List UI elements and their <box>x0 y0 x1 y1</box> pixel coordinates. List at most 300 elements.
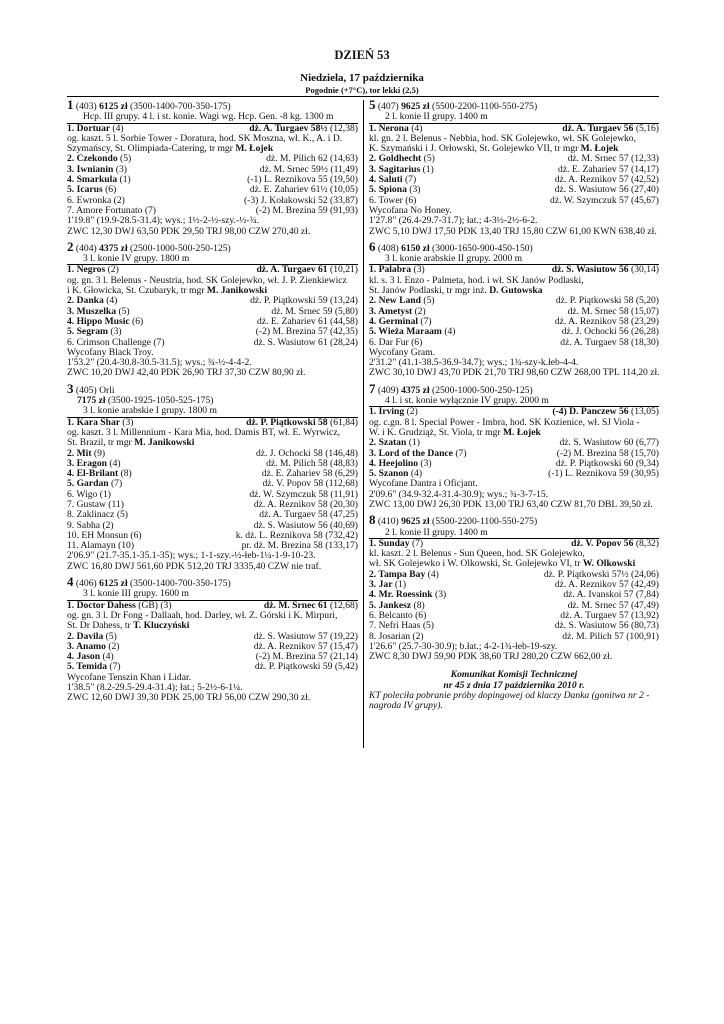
race-prize-split: (3500-1400-700-350-175) <box>130 101 231 112</box>
race-prize: 9625 zł <box>401 516 430 528</box>
horse-name: 3. Sagitarius <box>369 164 421 175</box>
race-prize-split: (5500-2200-1100-550-275) <box>432 516 538 528</box>
winner-odds: (13,05) <box>631 406 659 418</box>
race-conditions: 3 l. konie arabskie I grupy. 1800 m <box>67 406 358 417</box>
horse-draw: (7) <box>418 316 432 327</box>
horse-name: 7. Nefri Haas <box>369 621 421 632</box>
horse-draw: (7) <box>402 175 417 186</box>
race-number: 5 <box>369 97 376 112</box>
jockey-weight-odds: dż. M. Srnec 59 (5,80) <box>271 305 358 317</box>
jockey-weight-odds: (-1) L. Reznikova 55 (19,50) <box>247 174 358 186</box>
race-prize-split: (2500-1000-500-250-125) <box>432 384 533 396</box>
race-note: 2'31.2" (41.1-38.5-36.9-34.7); wys.; 1¾-szy-k.łeb-4-4. <box>369 357 579 369</box>
horse-draw: (6) <box>402 195 417 206</box>
jockey-weight-odds: dż. S. Wasiutow 56 (40,69) <box>253 519 358 531</box>
horse-name: 2. Szatan <box>369 438 407 449</box>
jockey-weight-odds: dż. E. Zahariev 58 (6,29) <box>261 468 358 480</box>
jockey-weight-odds: dż. A. Reznikov 58 (23,29) <box>554 315 659 327</box>
horse-name: 2. Czekondo <box>67 154 118 165</box>
race-prize-split: (2500-1000-500-250-125) <box>130 242 231 254</box>
winner-draw: (4) <box>112 123 124 134</box>
race-note: 1'27.8" (26.4-29.7-31.7); łat.; 4-3½-2½-6-2. <box>369 215 538 227</box>
winner-name: 1. Nerona <box>369 123 409 134</box>
horse-draw: (5) <box>116 306 130 317</box>
placed-row <box>369 327 659 337</box>
race-prize: 7175 zł <box>77 395 106 407</box>
winner-jockey: dż. A. Turgaev 58½ <box>249 122 328 134</box>
horse-draw: (11) <box>105 499 124 510</box>
winner-trainer: M. Janikowski <box>134 437 195 449</box>
winner-info <box>67 134 358 155</box>
race-block <box>67 238 358 379</box>
race-meta: (406) <box>75 578 97 590</box>
winner-info-line: kl. kaszt. 2 l. Belenus - Sun Queen, hod. SK Golejewko, <box>369 548 585 560</box>
komunikat-title-line: nr 45 z dnia 17 października 2010 r. <box>443 679 585 691</box>
horse-draw: (4) <box>100 652 114 663</box>
race-header <box>67 380 358 407</box>
race-prize: 4375 zł <box>401 384 430 396</box>
race-meta: (410) <box>377 516 399 528</box>
winner-draw: (GB) (3) <box>138 600 172 611</box>
race-note: Wycofane Dantra i Oficjant. <box>369 478 478 490</box>
jockey-weight-odds: dż. A. Turgaev 57 (13,92) <box>560 609 659 621</box>
jockey-weight-odds: dż. S. Wasiutow 61 (28,24) <box>253 336 358 348</box>
horse-name: 3. Jar <box>369 580 393 591</box>
horse-name: 2. New Land <box>369 296 421 307</box>
horse-name: 3. Lord of the Dance <box>369 448 453 459</box>
race-prize: 9625 zł <box>401 101 430 112</box>
horse-draw: (8) <box>118 469 132 480</box>
race-note: 2'06.9" (21.7-35.1-35.1-35); wys.; 1-1-szy.-½-łeb-1¼-1-9-10-23. <box>67 550 316 562</box>
placed-list <box>67 154 358 216</box>
race-number: 6 <box>369 238 376 254</box>
winner-draw: (4) <box>411 123 423 134</box>
jockey-weight-odds: dż. V. Popov 58 (112,68) <box>262 478 358 490</box>
race-note: ZWC 12,60 DWJ 39,30 PDK 25,00 TRJ 56,00 CZW 290,30 zł. <box>67 692 311 704</box>
jockey-weight-odds: k. dż. L. Reznikova 58 (732,42) <box>235 529 358 541</box>
winner-draw: (3) <box>413 265 425 276</box>
winner-info-line: i K. Głowicka, St. Czubaryk, tr mgr <box>67 285 207 297</box>
komunikat-text: KT poleciła pobranie próby dopingowej od klaczy Danka (gonitwa nr 2 - nagroda IV grupy). <box>369 690 650 712</box>
winner-odds: (5,16) <box>635 122 659 134</box>
jockey-weight-odds: dż. M. Pilich 62 (14,63) <box>266 153 358 165</box>
horse-name: 4. Mr. Roessink <box>369 590 433 601</box>
winner-info-line: og. kaszt. 5 l. Sorbie Tower - Doratura, hod. SK Moszna, wł. K., A. i D. <box>67 132 343 144</box>
jockey-weight-odds: dż. M. Srnec 57 (47,49) <box>567 599 659 611</box>
horse-draw: (1) <box>97 489 111 500</box>
jockey-weight-odds: dż. W. Szymczuk 57 (45,67) <box>550 194 659 206</box>
jockey-weight-odds: dż. A. Reznikov 57 (15,47) <box>253 640 358 652</box>
winner-name: 1. Sunday <box>369 538 410 549</box>
horse-name: 6. Tower <box>369 195 403 206</box>
jockey-weight-odds: dż. A. Turgaev 58 (18,30) <box>560 336 659 348</box>
horse-draw: (1) <box>406 438 420 449</box>
column-divider <box>363 100 364 748</box>
horse-draw: (7) <box>142 205 157 216</box>
horse-name: 2. Davila <box>67 631 104 642</box>
winner-jockey: dż. A. Turgaev 56 <box>562 122 634 134</box>
horse-name: 2. Mit <box>67 448 92 459</box>
jockey-weight-odds: pr. dż. M. Brezina 58 (133,17) <box>241 540 358 552</box>
horse-draw: (4) <box>106 458 121 469</box>
race-conditions: 2 l. konie II grupy. 1400 m <box>369 112 659 123</box>
race-notes <box>67 551 358 572</box>
race-notes <box>369 206 659 237</box>
jockey-weight-odds: dż. A. Reznikov 58 (20,30) <box>253 498 358 510</box>
winner-odds: (12,38) <box>330 122 358 134</box>
horse-name: 3. Eragon <box>67 458 107 469</box>
horse-name: 6. Dar Fur <box>369 337 409 348</box>
weather-line: Pogodnie (+7°C), tor lekki (2,5) <box>305 85 419 95</box>
horse-draw: (5) <box>117 154 132 165</box>
winner-info <box>369 134 659 155</box>
horse-name: 5. Temida <box>67 662 107 673</box>
race-note: ZWC 10,20 DWJ 42,40 PDK 26,90 TRJ 37,30 CZW 80,90 zł. <box>67 367 306 379</box>
race-prize: 6150 zł <box>401 242 430 254</box>
jockey-weight-odds: dż. W. Szymczuk 58 (11,91) <box>249 488 358 500</box>
horse-draw: (6) <box>408 337 423 348</box>
placed-list <box>67 296 358 347</box>
race-note: Wycofane Tenszin Khan i Lidar. <box>67 671 192 683</box>
placed-row <box>67 327 358 337</box>
winner-odds: (10,21) <box>330 264 358 276</box>
jockey-weight-odds: dż. A. Turgaev 58 (47,25) <box>259 509 358 521</box>
race-notes <box>369 642 659 663</box>
winner-trainer: D. Gutowska <box>489 285 543 297</box>
jockey-weight-odds: dż. E. Zahariev 61 (44,58) <box>257 315 358 327</box>
horse-draw: (6) <box>412 610 427 621</box>
horse-draw: (7) <box>108 479 123 490</box>
placed-list <box>369 296 659 347</box>
winner-jockey: dż. A. Turgaev 61 <box>256 264 328 276</box>
race-note: 1'38.5" (8.2-29.5-29.4-31.4); łat.; 5-2½-6-1¼. <box>67 682 243 694</box>
winner-jockey: dż. S. Wasiutow 56 <box>551 264 629 276</box>
horse-name: 5. Segram <box>67 327 109 338</box>
horse-name: 5. Spiona <box>369 185 407 196</box>
race-notes <box>67 216 358 237</box>
horse-name: 8. Josarian <box>369 631 411 642</box>
horse-name: 3. Ametyst <box>369 306 413 317</box>
horse-draw: (6) <box>128 530 142 541</box>
horse-name: 6. Wigo <box>67 489 98 500</box>
placed-row <box>369 438 659 448</box>
winner-trainer: M. Janikowski <box>206 285 268 297</box>
horse-draw: (5) <box>103 631 117 642</box>
race-block <box>67 380 358 572</box>
race-note: ZWC 30,10 DWJ 43,70 PDK 21,70 TRJ 98,60 CZW 268,00 TPL 114,20 zł. <box>369 367 660 379</box>
race-note: 2'09.6" (34.9-32.4-31.4-30.9); wys.; ¾-3-7-15. <box>369 488 549 500</box>
race-conditions: Hcp. III grupy. 4 l. i st. konie. Wagi wg. Hcp. Gen. -8 kg. 1300 m <box>67 112 358 123</box>
horse-draw: (1) <box>392 580 407 591</box>
horse-name: 4. Heejolino <box>369 458 419 469</box>
horse-name: 5. Szanon <box>369 469 409 480</box>
race-note: 1'19.8" (19.9-28.5-31.4); wys.; 1½-2-½-szy.-½-¾. <box>67 215 260 227</box>
left-column <box>67 97 358 709</box>
jockey-weight-odds: dż. M. Pilich 57 (100,91) <box>562 630 659 642</box>
horse-name: 6. Belcanto <box>369 610 413 621</box>
winner-trainer: T. Kluczyński <box>133 620 190 632</box>
race-notes <box>67 348 358 379</box>
jockey-weight-odds: dż. M. Srnec 59½ (11,49) <box>259 163 358 175</box>
jockey-weight-odds: dż. P. Piątkowski 59 (5,42) <box>254 661 358 673</box>
race-block <box>67 574 358 704</box>
race-number: 1 <box>67 97 74 112</box>
winner-jockey: dż. V. Popov 56 <box>571 537 634 549</box>
winner-trainer: M. Łojek <box>235 143 274 155</box>
jockey-weight-odds: dż. M. Srnec 58 (15,07) <box>567 305 659 317</box>
race-prize-split: (3500-1925-1050-525-175) <box>107 395 214 407</box>
race-block <box>369 512 659 663</box>
placed-list <box>369 570 659 642</box>
komunikat <box>369 670 659 711</box>
horse-draw: (3) <box>108 327 122 338</box>
winner-name: 1. Dortuar <box>67 123 110 134</box>
horse-name: 8. Zaklinacz <box>67 510 115 521</box>
race-note: ZWC 8,30 DWJ 59,90 PDK 38,60 TRJ 280,20 CZW 662,00 zł. <box>369 651 613 663</box>
race-block <box>369 380 659 511</box>
winner-draw: (2) <box>107 265 119 276</box>
horse-draw: (8) <box>411 600 425 611</box>
winner-draw: (3) <box>122 417 134 428</box>
winner-info-line: St. Janów Podlaski, tr mgr inż. <box>369 285 490 297</box>
jockey-weight-odds: dż. P. Piątkowski 57½ (24,06) <box>543 568 659 580</box>
winner-trainer: M. Łojek <box>580 143 619 155</box>
horse-name: 2. Tampa Bay <box>369 569 426 580</box>
horse-name: 4. Jason <box>67 652 101 663</box>
winner-odds: (12,68) <box>330 599 358 611</box>
right-column <box>369 97 660 712</box>
race-meta: (407) <box>377 101 399 112</box>
horse-name: 4. Germinal <box>369 316 419 327</box>
race-conditions: 3 l. konie arabskie II grupy. 2000 m <box>369 254 659 265</box>
horse-draw: (5) <box>420 621 435 632</box>
horse-name: 5. Gardan <box>67 479 109 490</box>
jockey-weight-odds: dż. S. Wasiutow 57 (19,22) <box>253 630 358 642</box>
horse-name: 6. Ewronka <box>67 195 112 206</box>
winner-info-line: kl. gn. 2 l. Belenus - Nebbia, hod. SK Golejewko, wł. SK Golejewko, <box>369 132 636 144</box>
winner-name: 1. Negros <box>67 265 106 276</box>
horse-name: 6. Crimson Challenge <box>67 337 151 348</box>
winner-info <box>67 428 358 449</box>
race-number: 7 <box>369 380 376 396</box>
placed-row <box>369 621 659 631</box>
horse-draw: (5) <box>114 510 129 521</box>
horse-name: 5. Icarus <box>67 185 103 196</box>
winner-name: 1. Palabra <box>369 265 412 276</box>
race-note: 1'53.2" (20.4-30.8-30.5-31.5); wys.; ¾-½-4-4-2. <box>67 357 252 369</box>
horse-draw: (2) <box>111 195 125 206</box>
winner-info-line: og. gn. 3 l. Belenus - Neustria, hod. SK Golejewko, wł. J. P. Zienkiewicz <box>67 274 347 286</box>
winner-trainer: M. Łojek <box>502 426 541 438</box>
horse-name: 2. Danka <box>67 296 104 307</box>
race-note: ZWC 12,30 DWJ 63,50 PDK 29,50 TRJ 98,00 CZW 270,40 zł. <box>67 225 311 237</box>
jockey-weight-odds: (-2) M. Brezina 58 (15,70) <box>556 447 659 459</box>
horse-draw: (4) <box>425 569 439 580</box>
jockey-weight-odds: dż. E. Zahariev 61½ (10,05) <box>249 184 358 196</box>
horse-draw: (10) <box>115 541 135 552</box>
jockey-weight-odds: dż. S. Wasiutow 56 (27,40) <box>554 184 659 196</box>
winner-info <box>369 418 659 439</box>
race-note: 1'26.6" (25.7-30-30.9); b.łat.; 4-2-1¾-łeb-19-szy. <box>369 640 558 652</box>
horse-draw: (7) <box>150 337 165 348</box>
winner-name: 1. Kara Shar <box>67 417 120 428</box>
race-note: ZWC 13,00 DWJ 26,30 PDK 13,00 TRJ 63,40 CZW 81,70 DBL 39,50 zł. <box>369 498 653 510</box>
jockey-weight-odds: dż. J. Ochocki 58 (146,48) <box>255 447 358 459</box>
race-meta: (404) <box>75 242 97 254</box>
winner-odds: (30,14) <box>631 264 659 276</box>
race-number: 2 <box>67 238 74 254</box>
jockey-weight-odds: (-3) J. Kołakowski 52 (33,87) <box>243 194 358 206</box>
horse-name: 11. Alamayn <box>67 541 116 552</box>
winner-info-line: wł. SK Golejewko i W. Olkowski, St. Golejewko VI, tr <box>369 558 583 570</box>
horse-draw: (4) <box>441 327 456 338</box>
horse-name: 5. Wieża Maraam <box>369 327 442 338</box>
jockey-weight-odds: dż. S. Wasiutow 60 (6,77) <box>559 437 659 449</box>
horse-draw: (7) <box>107 662 121 673</box>
horse-draw: (3) <box>406 185 421 196</box>
placed-list <box>67 632 358 673</box>
horse-draw: (5) <box>421 154 435 165</box>
winner-info-line: W. i K. Grudziąż, St. Viola, tr mgr <box>369 426 503 438</box>
race-prize: 6125 zł <box>99 578 128 590</box>
winner-info-line: og. gn. 3 l. Dr Fong - Dallaah, hod. Darley, wł. Z. Górski i K. Mirpuri, <box>67 609 338 621</box>
horse-name: 3. Iwnianin <box>67 164 114 175</box>
horse-draw: (1) <box>117 175 131 186</box>
horse-name: 2. Goldhecht <box>369 154 422 165</box>
komunikat-title-line: Komunikat Komisji Technicznej <box>450 669 578 681</box>
race-note: Wycofany Gram. <box>369 346 436 358</box>
horse-draw: (6) <box>129 316 144 327</box>
horse-draw: (2) <box>100 520 114 531</box>
race-conditions: 4 l. i st. konie wyłącznie IV grupy. 2000 m <box>369 396 659 407</box>
horse-draw: (9) <box>91 448 106 459</box>
race-meta: (405) Orli <box>75 384 115 396</box>
race-notes <box>369 479 659 510</box>
jockey-weight-odds: dż. M. Pilich 58 (48,83) <box>266 457 358 469</box>
race-meta: (408) <box>377 242 399 254</box>
jockey-weight-odds: dż. P. Piątkowski 60 (9,34) <box>555 457 659 469</box>
placed-list <box>369 438 659 479</box>
placed-list <box>369 154 659 205</box>
horse-name: 4. El-Brilant <box>67 469 119 480</box>
horse-name: 5. Jankesz <box>369 600 412 611</box>
horse-draw: (3) <box>418 458 432 469</box>
race-block <box>67 97 358 237</box>
winner-info <box>67 276 358 297</box>
race-notes <box>369 348 659 379</box>
winner-trainer: W. Olkowski <box>582 558 636 570</box>
horse-draw: (1) <box>420 164 434 175</box>
horse-draw: (3) <box>432 590 447 601</box>
jockey-weight-odds: dż. A. Reznikov 57 (42,52) <box>554 174 659 186</box>
horse-draw: (2) <box>410 631 424 642</box>
horse-draw: (2) <box>105 641 120 652</box>
horse-draw: (7) <box>452 448 467 459</box>
winner-jockey: dż. P. Piątkowski 58 <box>246 416 328 428</box>
race-meta: (409) <box>377 384 399 396</box>
race-prize: 6125 zł <box>99 101 128 112</box>
winner-info-line: kl. s. 3 l. Enzo - Palmeta, hod. i wł. SK Janów Podlaski, <box>369 274 584 286</box>
race-number: 8 <box>369 512 376 528</box>
jockey-weight-odds: dż. S. Wasiutow 56 (80,73) <box>554 620 659 632</box>
race-note: Wycofany Black Troy. <box>67 346 154 358</box>
winner-info-line: og. c.gn. 8 l. Special Power - Imbra, hod. SK Kozienice, wł. SJ Viola - <box>369 416 640 428</box>
race-note: ZWC 5,10 DWJ 17,50 PDK 13,40 TRJ 15,80 CZW 61,00 KWN 638,40 zł. <box>369 225 657 237</box>
winner-info-line: St. Brazil, tr mgr <box>67 437 135 449</box>
horse-name: 7. Amore Fortunato <box>67 205 143 216</box>
horse-draw: (2) <box>412 306 426 317</box>
horse-name: 3. Anamo <box>67 641 106 652</box>
jockey-weight-odds: (-2) M. Brezina 59 (91,93) <box>255 204 358 216</box>
race-meta: (403) <box>75 101 97 112</box>
winner-draw: (2) <box>406 407 418 418</box>
race-prize: 4375 zł <box>99 242 128 254</box>
komunikat-title <box>369 670 659 691</box>
horse-name: 7. Gustaw <box>67 499 106 510</box>
winner-name: 1. Doctor Dahess <box>67 600 136 611</box>
horse-draw: (6) <box>102 185 117 196</box>
winner-info <box>369 549 659 570</box>
horse-name: 3. Muszelka <box>67 306 117 317</box>
placed-list <box>67 449 358 552</box>
race-number: 4 <box>67 574 74 590</box>
horse-name: 4. Hippo Music <box>67 316 130 327</box>
jockey-weight-odds: dż. P. Piątkowski 58 (5,20) <box>555 295 659 307</box>
winner-jockey: (-4) D. Panczew 56 <box>552 406 629 418</box>
race-number: 3 <box>67 380 74 396</box>
horse-draw: (3) <box>113 164 127 175</box>
winner-odds: (61,84) <box>330 416 358 428</box>
horse-name: 4. Saluti <box>369 175 403 186</box>
horse-draw: (4) <box>408 469 423 480</box>
race-conditions: 2 l. konie II grupy. 1400 m <box>369 528 659 539</box>
jockey-weight-odds: (-2) M. Brezina 57 (42,35) <box>255 326 358 338</box>
race-conditions: 3 l. konie IV grupy. 1800 m <box>67 254 358 265</box>
winner-info <box>369 276 659 297</box>
jockey-weight-odds: dż. A. Reznikov 57 (42,49) <box>554 579 659 591</box>
winner-info-line: K. Szymański i J. Orłowski, St. Golejewko VII, tr mgr <box>369 143 581 155</box>
winner-info-line: Szymańscy, St. Olimpiada-Catering, tr mgr <box>67 143 236 155</box>
header-rule <box>67 96 659 97</box>
jockey-weight-odds: dż. E. Zahariev 57 (14,17) <box>558 163 659 175</box>
winner-draw: (7) <box>411 538 424 549</box>
race-block <box>369 97 659 237</box>
race-header <box>369 512 659 528</box>
winner-name: 1. Irving <box>369 407 405 418</box>
winner-info-line: St. Dr Dahess, tr <box>67 620 134 632</box>
race-prize-split: (3500-1400-700-350-175) <box>130 578 231 590</box>
jockey-weight-odds: dż. J. Ochocki 56 (26,28) <box>561 326 659 338</box>
winner-info-line: og. kaszt. 3 l. Millennium - Kara Mia, hod. Damis BT, wł. E. Wyrwicz, <box>67 426 340 438</box>
day-title: DZIEŃ 53 <box>334 48 390 62</box>
horse-name: 9. Sabha <box>67 520 101 531</box>
race-note: Wycofana No Honey. <box>369 204 452 216</box>
horse-name: 10. EH Monsun <box>67 530 129 541</box>
jockey-weight-odds: dż. A. Ivanskoi 57 (7,84) <box>563 589 659 601</box>
jockey-weight-odds: dż. M. Srnec 57 (12,33) <box>567 153 659 165</box>
jockey-weight-odds: (-2) M. Brezina 57 (21,14) <box>255 651 358 663</box>
jockey-weight-odds: dż. P. Piątkowski 59 (13,24) <box>250 295 358 307</box>
jockey-weight-odds: (-1) L. Reznikova 59 (30,95) <box>548 468 659 480</box>
race-prize-split: (3000-1650-900-450-150) <box>432 242 533 254</box>
race-prize-split: (5500-2200-1100-550-275) <box>432 101 538 112</box>
race-conditions: 3 l. konie III grupy. 1600 m <box>67 589 358 600</box>
horse-draw: (4) <box>103 296 118 307</box>
race-notes <box>67 673 358 704</box>
race-note: ZWC 16,80 DWJ 561,60 PDK 512,20 TRJ 3335,40 CZW nie traf. <box>67 560 322 572</box>
horse-name: 4. Smarkula <box>67 175 118 186</box>
race-block <box>369 238 660 379</box>
